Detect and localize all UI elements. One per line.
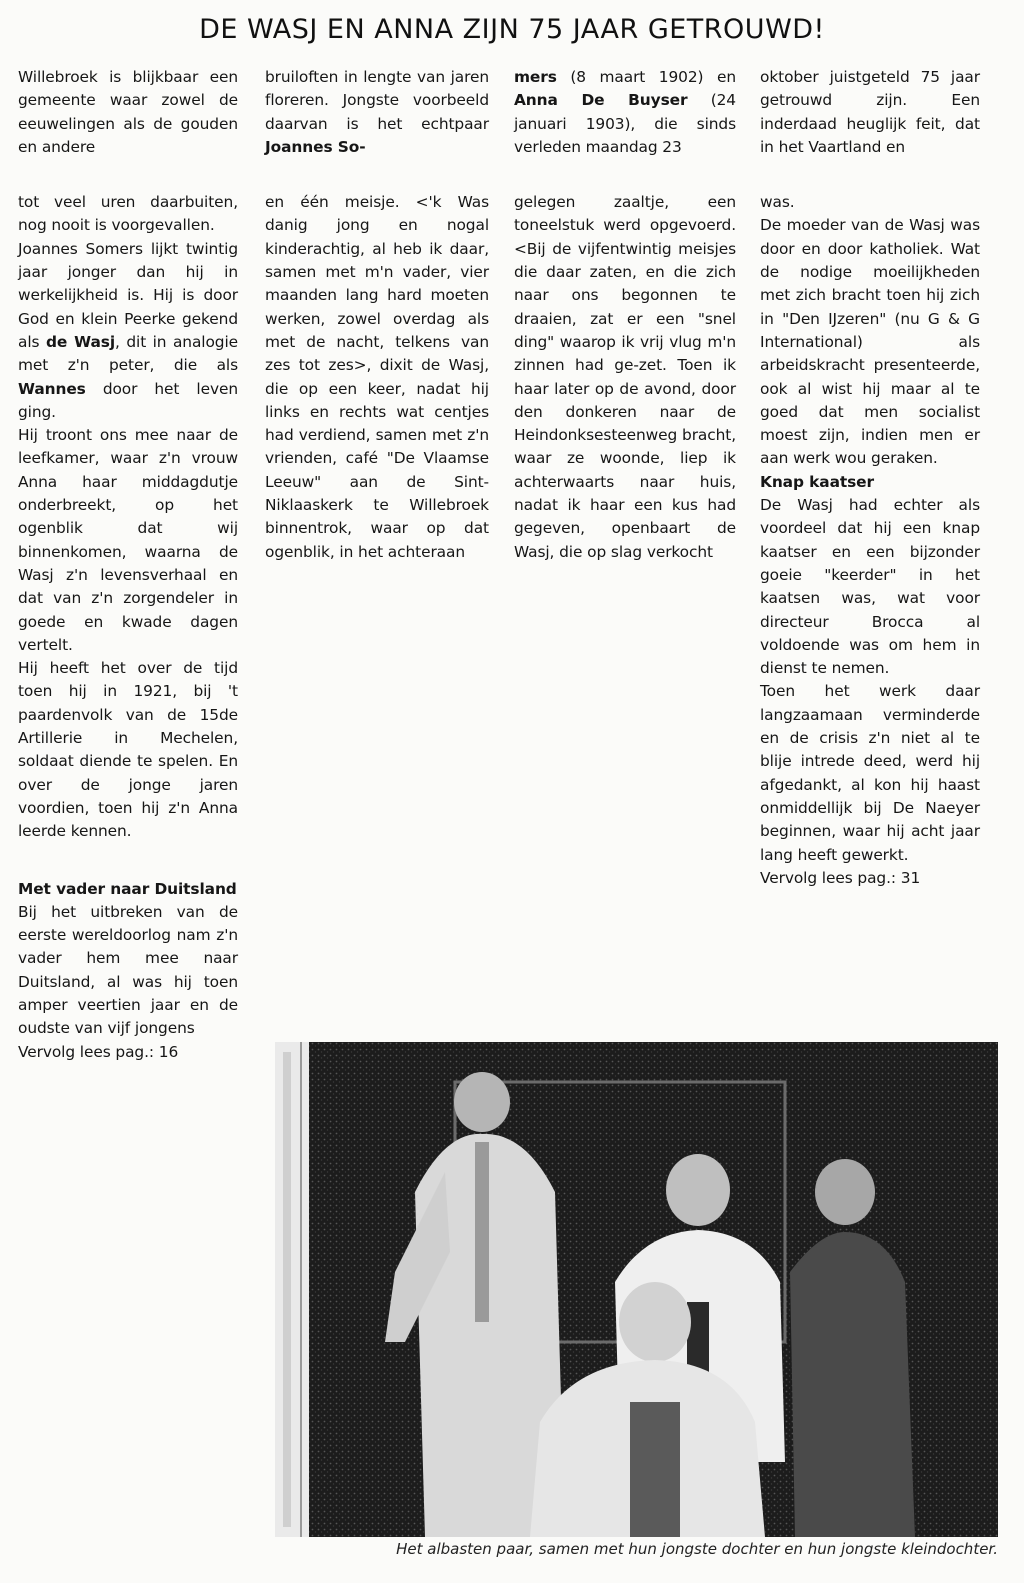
column-3 xyxy=(514,66,736,564)
col4-paragraph-4: De Wasj had echter als voordeel dat hij een knap kaatser en een bijzonder goeie "keerder" in het kaatsen was, wat voor directeur Brocca al voldoende was om hem in dienst te nemen. xyxy=(760,496,980,678)
col1-p3-text: Joannes Somers lijkt twintig jaar jonger dan hij in werkelijkheid is. Hij is door God en klein Peerke gekend als xyxy=(18,239,238,351)
col1-paragraph-4: Hij troont ons mee naar de leefkamer, waar z'n vrouw Anna haar middagdutje onderbreekt, op het ogenblik dat wij binnenkomen, waarna de Wasj z'n levensverhaal en dat van z'n zorgendeler in goede en kwade dagen vertelt. xyxy=(18,426,238,654)
col1-paragraph-5: Hij heeft het over de tijd toen hij in 1921, bij 't paardenvolk van de 15de Artillerie in Mechelen, soldaat diende te spelen. En over de jonge jaren voordien, toen hij z'n Anna leerde kennen. xyxy=(18,659,238,841)
col1-paragraph-3 xyxy=(18,238,238,424)
col1-p3-name: de Wasj xyxy=(45,332,116,351)
col3-p1-text-b: (24 januari 1903), die sinds verleden maandag 23 xyxy=(514,91,736,156)
col1-p3-text-b: , dit in analogie met z'n peter, die als xyxy=(18,332,238,375)
col4-paragraph-2: was. xyxy=(760,193,795,212)
article-title: DE WASJ EN ANNA ZIJN 75 JAAR GETROUWD! xyxy=(199,14,825,45)
column-4 xyxy=(760,66,980,890)
col1-p3-text-c: door het leven ging. xyxy=(18,379,239,421)
col1-continued: Vervolg lees pag.: 16 xyxy=(18,1042,179,1061)
col1-subheading: Met vader naar Duitsland xyxy=(18,879,237,898)
col4-subheading: Knap kaatser xyxy=(760,472,874,491)
col3-paragraph-2: gelegen zaaltje, een toneelstuk werd opgevoerd. <Bij de vijfentwintig meisjes die daar zaten, en die zich naar ons begonnen te draaien, zat er een "snel ding" waarop ik vrij vlug m'n zinnen had ge-zet. Toen ik haar later op de avond, door den donkeren naar de Heindonksesteenweg bracht, waar ze woonde, liep ik achterwaarts naar huis, nadat ik haar een kus had gegeven, openbaart de Wasj, die op slag verkocht xyxy=(514,193,736,561)
column-2 xyxy=(265,66,489,564)
col2-paragraph-1 xyxy=(265,66,489,159)
col4-paragraph-1: oktober juistgeteld 75 jaar getrouwd zijn. Een inderdaad heuglijk feit, dat in het Vaartland en xyxy=(760,68,980,156)
col4-paragraph-3: De moeder van de Wasj was door en door katholiek. Wat de nodige moeilijkheden met zich bracht toen hij zich in "Den IJzeren" (nu G & G International) als arbeidskracht presenteerde, ook al wist hij maar al te goed dat men socialist moest zijn, indien men er aan werk wou geraken. xyxy=(760,216,980,468)
col2-paragraph-2: en één meisje. <'k Was danig jong en nogal kinderachtig, al heb ik daar, samen met m'n vader, vier maanden lang hard moeten werken, zowel overdag als met de nacht, telkens van zes tot zes>, dixit de Wasj, die op een keer, nadat hij links en rechts wat centjes had verdiend, samen met z'n vrienden, café "De Vlaamse Leeuw" aan de Sint-Niklaaskerk te Willebroek binnentrok, waar op dat ogenblik, in het achteraan xyxy=(265,193,489,561)
col4-paragraph-5: Toen het werk daar langzaamaan verminderde en de crisis z'n niet al te blije intrede deed, werd hij afgedankt, al kon hij haast onmiddellijk bij De Naeyer beginnen, waar hij acht jaar lang heeft gewerkt. xyxy=(760,682,980,864)
col1-paragraph-2: tot veel uren daarbuiten, nog nooit is voorgevallen. xyxy=(18,193,238,235)
col2-p1-text: bruiloften in lengte van jaren floreren. Jongste voorbeeld daarvan is het echtpaar xyxy=(265,68,489,133)
photo-caption: Het albasten paar, samen met hun jongste dochter en hun jongste kleindochter. xyxy=(396,1540,998,1558)
col3-p1-text: (8 maart 1902) en xyxy=(570,68,736,86)
column-1 xyxy=(18,66,238,1064)
col3-paragraph-1 xyxy=(514,66,736,159)
col2-p1-name: Joannes So- xyxy=(265,137,366,156)
col1-paragraph-1: Willebroek is blijkbaar een gemeente waar zowel de eeuwelingen als de gouden en andere xyxy=(18,68,238,156)
col3-p1-name: mers xyxy=(514,68,557,86)
col3-p1-name-2: Anna De Buyser xyxy=(514,91,688,110)
col1-p3-name-2: Wannes xyxy=(18,379,86,398)
col4-continued: Vervolg lees pag.: 31 xyxy=(760,868,921,887)
family-photo xyxy=(275,1042,998,1537)
col1-paragraph-6: Bij het uitbreken van de eerste wereldoorlog nam z'n vader hem mee naar Duitsland, al was hij toen amper veertien jaar en de oudste van vijf jongens xyxy=(18,902,238,1038)
family-photo-illustration xyxy=(275,1042,998,1537)
